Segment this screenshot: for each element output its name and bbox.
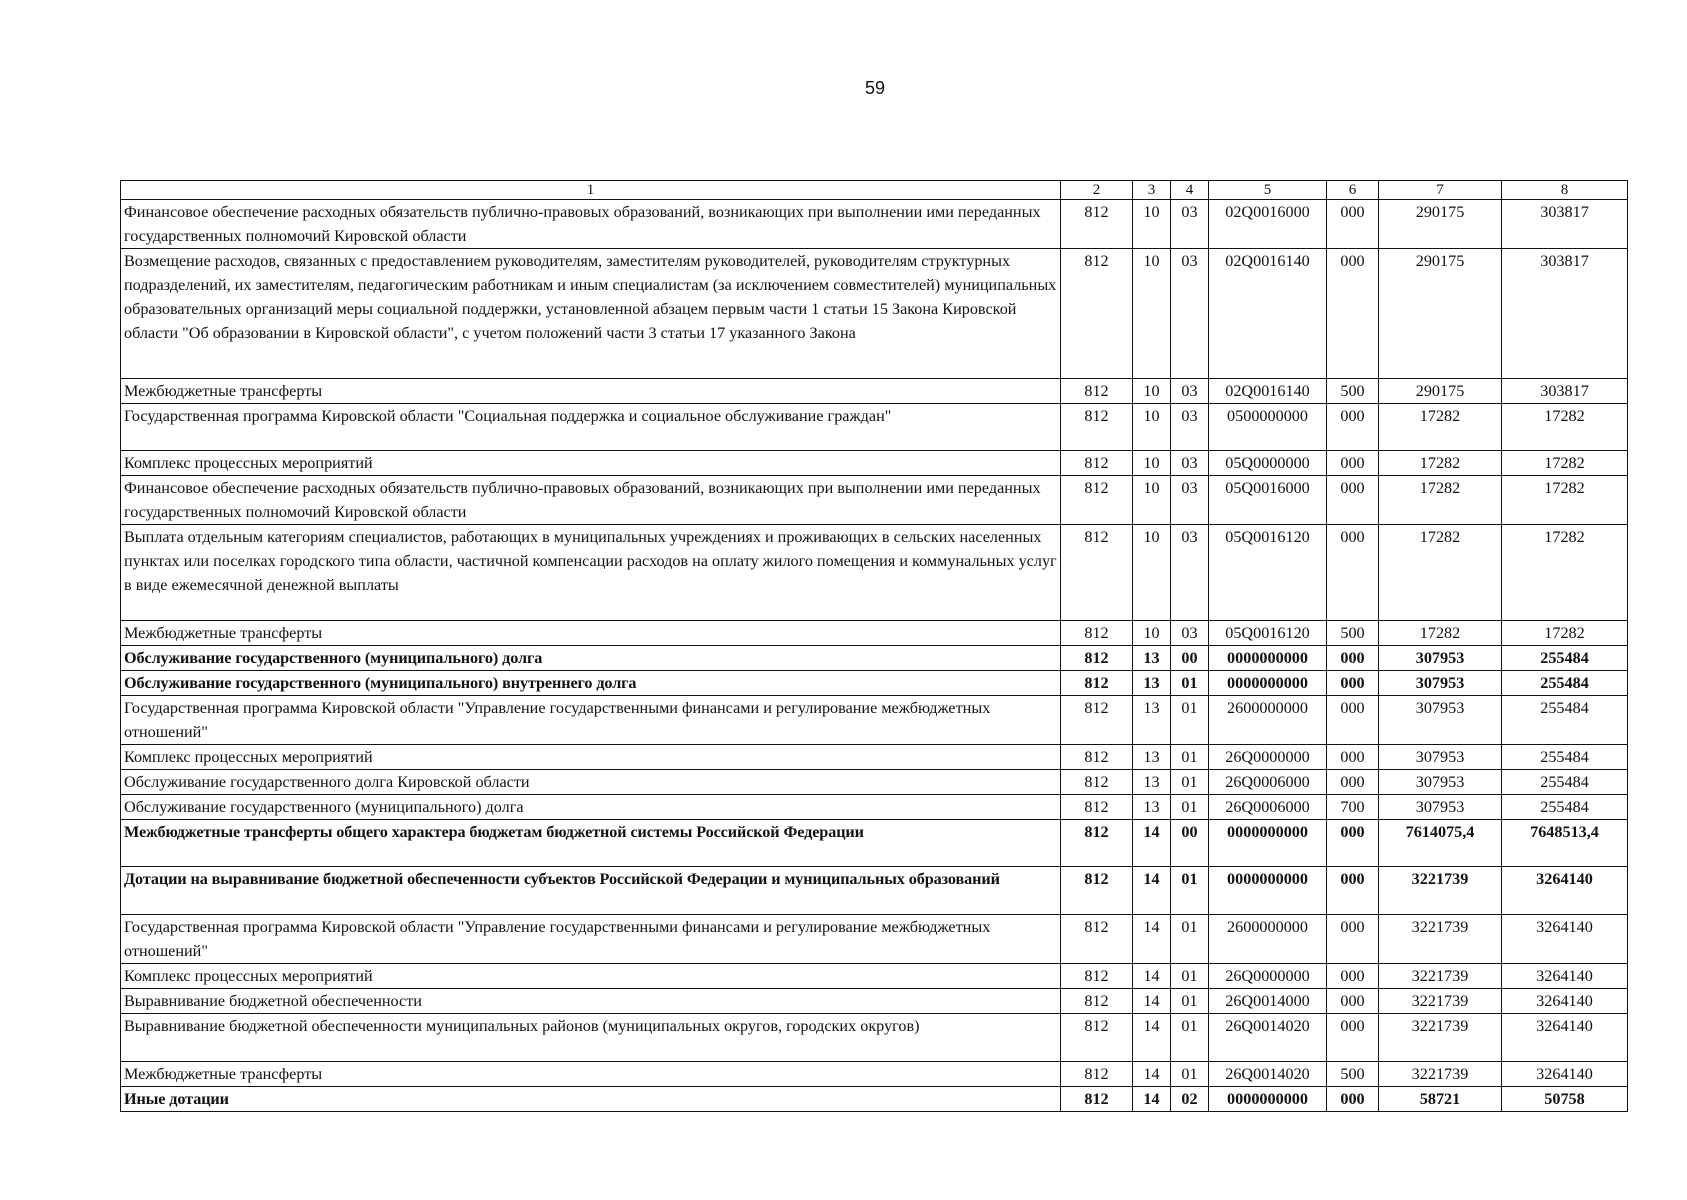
ministry-code-cell: 812 [1061,770,1133,795]
expense-type-cell: 700 [1327,795,1379,820]
table-row [121,1014,1628,1062]
table-row [121,646,1628,671]
row-name-cell: Межбюджетные трансферты [121,379,1061,404]
expense-type-cell: 000 [1327,820,1379,867]
row-name-cell: Выравнивание бюджетной обеспеченности муниципальных районов (муниципальных округов, городских округов) [121,1014,1061,1062]
ministry-code-cell: 812 [1061,249,1133,379]
amount-col8-cell: 255484 [1502,770,1628,795]
expense-type-cell: 000 [1327,964,1379,989]
subsection-code-cell: 01 [1171,915,1209,964]
amount-col7-cell: 17282 [1379,451,1502,476]
row-name-cell: Комплекс процессных мероприятий [121,745,1061,770]
table-row [121,249,1628,379]
section-code-cell: 14 [1133,989,1171,1014]
amount-col7-cell: 3221739 [1379,1014,1502,1062]
expense-type-cell: 000 [1327,1014,1379,1062]
row-name-cell: Выравнивание бюджетной обеспеченности [121,989,1061,1014]
row-name-cell: Финансовое обеспечение расходных обязательств публично-правовых образований, возникающих при выполнении ими переданных государственных полномочий Кировской области [121,200,1061,249]
ministry-code-cell: 812 [1061,671,1133,696]
section-code-cell: 14 [1133,867,1171,915]
target-article-cell: 05Q0016120 [1209,621,1327,646]
row-name-cell: Иные дотации [121,1087,1061,1112]
subsection-code-cell: 01 [1171,745,1209,770]
section-code-cell: 13 [1133,745,1171,770]
amount-col7-cell: 307953 [1379,671,1502,696]
table-row [121,476,1628,525]
expense-type-cell: 500 [1327,621,1379,646]
table-row [121,989,1628,1014]
amount-col8-cell: 3264140 [1502,1062,1628,1087]
amount-col8-cell: 17282 [1502,621,1628,646]
subsection-code-cell: 03 [1171,621,1209,646]
ministry-code-cell: 812 [1061,1062,1133,1087]
table-body [121,200,1628,1112]
amount-col7-cell: 58721 [1379,1087,1502,1112]
subsection-code-cell: 03 [1171,404,1209,451]
ministry-code-cell: 812 [1061,915,1133,964]
amount-col7-cell: 290175 [1379,200,1502,249]
expense-type-cell: 000 [1327,525,1379,621]
expense-type-cell: 000 [1327,989,1379,1014]
target-article-cell: 05Q0016120 [1209,525,1327,621]
table-row [121,451,1628,476]
budget-table [120,180,1628,1112]
expense-type-cell: 000 [1327,770,1379,795]
expense-type-cell: 000 [1327,476,1379,525]
subsection-code-cell: 03 [1171,476,1209,525]
section-code-cell: 13 [1133,696,1171,745]
amount-col7-cell: 7614075,4 [1379,820,1502,867]
header-cell: 1 [121,181,1061,200]
section-code-cell: 13 [1133,795,1171,820]
amount-col8-cell: 3264140 [1502,1014,1628,1062]
page-number: 59 [864,78,886,98]
target-article-cell: 26Q0000000 [1209,964,1327,989]
amount-col8-cell: 255484 [1502,696,1628,745]
target-article-cell: 26Q0000000 [1209,745,1327,770]
expense-type-cell: 500 [1327,1062,1379,1087]
row-name-cell: Комплекс процессных мероприятий [121,964,1061,989]
amount-col8-cell: 255484 [1502,646,1628,671]
row-name-cell: Государственная программа Кировской области "Управление государственными финансами и регулирование межбюджетных отношений" [121,696,1061,745]
expense-type-cell: 000 [1327,249,1379,379]
row-name-cell: Дотации на выравнивание бюджетной обеспеченности субъектов Российской Федерации и муниципальных образований [121,867,1061,915]
table-row [121,1062,1628,1087]
amount-col8-cell: 303817 [1502,249,1628,379]
section-code-cell: 14 [1133,820,1171,867]
subsection-code-cell: 02 [1171,1087,1209,1112]
table-row [121,200,1628,249]
amount-col7-cell: 3221739 [1379,964,1502,989]
amount-col7-cell: 17282 [1379,525,1502,621]
subsection-code-cell: 01 [1171,1062,1209,1087]
amount-col7-cell: 17282 [1379,476,1502,525]
row-name-cell: Выплата отдельным категориям специалистов, работающих в муниципальных учреждениях и проживающих в сельских населенных пунктах или поселках городского типа области, частичной компенсации расходов на оплату жилого помещения и коммунальных услуг в виде ежемесячной денежной выплаты [121,525,1061,621]
amount-col8-cell: 255484 [1502,745,1628,770]
header-cell: 2 [1061,181,1133,200]
table-row [121,915,1628,964]
section-code-cell: 14 [1133,1087,1171,1112]
header-row [121,181,1628,200]
section-code-cell: 13 [1133,671,1171,696]
subsection-code-cell: 01 [1171,1014,1209,1062]
ministry-code-cell: 812 [1061,404,1133,451]
expense-type-cell: 000 [1327,915,1379,964]
target-article-cell: 0500000000 [1209,404,1327,451]
section-code-cell: 10 [1133,200,1171,249]
subsection-code-cell: 01 [1171,964,1209,989]
ministry-code-cell: 812 [1061,867,1133,915]
amount-col8-cell: 303817 [1502,200,1628,249]
target-article-cell: 26Q0014020 [1209,1014,1327,1062]
ministry-code-cell: 812 [1061,989,1133,1014]
header-cell: 3 [1133,181,1171,200]
amount-col7-cell: 290175 [1379,249,1502,379]
section-code-cell: 14 [1133,915,1171,964]
ministry-code-cell: 812 [1061,451,1133,476]
amount-col7-cell: 307953 [1379,770,1502,795]
target-article-cell: 0000000000 [1209,646,1327,671]
amount-col8-cell: 17282 [1502,525,1628,621]
header-cell: 8 [1502,181,1628,200]
section-code-cell: 10 [1133,451,1171,476]
target-article-cell: 0000000000 [1209,820,1327,867]
table-row [121,795,1628,820]
target-article-cell: 26Q0014000 [1209,989,1327,1014]
target-article-cell: 0000000000 [1209,1087,1327,1112]
amount-col7-cell: 17282 [1379,404,1502,451]
section-code-cell: 10 [1133,525,1171,621]
subsection-code-cell: 01 [1171,795,1209,820]
header-cell: 4 [1171,181,1209,200]
ministry-code-cell: 812 [1061,646,1133,671]
target-article-cell: 2600000000 [1209,915,1327,964]
target-article-cell: 26Q0006000 [1209,770,1327,795]
amount-col7-cell: 307953 [1379,795,1502,820]
amount-col8-cell: 255484 [1502,795,1628,820]
table-row [121,696,1628,745]
table-row [121,964,1628,989]
subsection-code-cell: 01 [1171,989,1209,1014]
amount-col8-cell: 50758 [1502,1087,1628,1112]
ministry-code-cell: 812 [1061,745,1133,770]
section-code-cell: 10 [1133,621,1171,646]
ministry-code-cell: 812 [1061,200,1133,249]
row-name-cell: Межбюджетные трансферты [121,1062,1061,1087]
table-row [121,745,1628,770]
ministry-code-cell: 812 [1061,1087,1133,1112]
section-code-cell: 10 [1133,379,1171,404]
ministry-code-cell: 812 [1061,476,1133,525]
expense-type-cell: 000 [1327,867,1379,915]
amount-col8-cell: 3264140 [1502,867,1628,915]
ministry-code-cell: 812 [1061,379,1133,404]
subsection-code-cell: 00 [1171,820,1209,867]
table-row [121,671,1628,696]
subsection-code-cell: 01 [1171,867,1209,915]
ministry-code-cell: 812 [1061,525,1133,621]
section-code-cell: 14 [1133,1014,1171,1062]
row-name-cell: Обслуживание государственного (муниципального) долга [121,795,1061,820]
target-article-cell: 26Q0006000 [1209,795,1327,820]
amount-col8-cell: 3264140 [1502,915,1628,964]
subsection-code-cell: 01 [1171,671,1209,696]
ministry-code-cell: 812 [1061,1014,1133,1062]
ministry-code-cell: 812 [1061,795,1133,820]
amount-col8-cell: 17282 [1502,451,1628,476]
target-article-cell: 26Q0014020 [1209,1062,1327,1087]
table-row [121,867,1628,915]
row-name-cell: Межбюджетные трансферты общего характера бюджетам бюджетной системы Российской Федерации [121,820,1061,867]
expense-type-cell: 000 [1327,404,1379,451]
amount-col8-cell: 17282 [1502,476,1628,525]
row-name-cell: Обслуживание государственного (муниципального) долга [121,646,1061,671]
target-article-cell: 2600000000 [1209,696,1327,745]
expense-type-cell: 500 [1327,379,1379,404]
row-name-cell: Межбюджетные трансферты [121,621,1061,646]
amount-col7-cell: 3221739 [1379,915,1502,964]
expense-type-cell: 000 [1327,646,1379,671]
amount-col8-cell: 3264140 [1502,964,1628,989]
row-name-cell: Возмещение расходов, связанных с предоставлением руководителям, заместителям руководителей, руководителям структурных подразделений, их заместителям, педагогическим работникам и иным специалистам (за исключением совместителей) муниципальных образовательных организаций меры социальной поддержки, установленной абзацем первым части 1 статьи 15 Закона Кировской области "Об образовании в Кировской области", с учетом положений части 3 статьи 17 указанного Закона [121,249,1061,379]
amount-col7-cell: 307953 [1379,646,1502,671]
row-name-cell: Комплекс процессных мероприятий [121,451,1061,476]
row-name-cell: Обслуживание государственного долга Кировской области [121,770,1061,795]
target-article-cell: 02Q0016000 [1209,200,1327,249]
expense-type-cell: 000 [1327,696,1379,745]
amount-col8-cell: 7648513,4 [1502,820,1628,867]
ministry-code-cell: 812 [1061,820,1133,867]
ministry-code-cell: 812 [1061,964,1133,989]
section-code-cell: 13 [1133,770,1171,795]
section-code-cell: 13 [1133,646,1171,671]
target-article-cell: 02Q0016140 [1209,249,1327,379]
amount-col8-cell: 303817 [1502,379,1628,404]
target-article-cell: 02Q0016140 [1209,379,1327,404]
table-row [121,770,1628,795]
section-code-cell: 14 [1133,1062,1171,1087]
amount-col7-cell: 17282 [1379,621,1502,646]
section-code-cell: 10 [1133,476,1171,525]
row-name-cell: Государственная программа Кировской области "Управление государственными финансами и регулирование межбюджетных отношений" [121,915,1061,964]
subsection-code-cell: 03 [1171,451,1209,476]
expense-type-cell: 000 [1327,451,1379,476]
header-cell: 6 [1327,181,1379,200]
table-row [121,621,1628,646]
subsection-code-cell: 03 [1171,249,1209,379]
amount-col7-cell: 3221739 [1379,989,1502,1014]
section-code-cell: 10 [1133,249,1171,379]
target-article-cell: 0000000000 [1209,867,1327,915]
row-name-cell: Финансовое обеспечение расходных обязательств публично-правовых образований, возникающих при выполнении ими переданных государственных полномочий Кировской области [121,476,1061,525]
amount-col7-cell: 307953 [1379,696,1502,745]
expense-type-cell: 000 [1327,1087,1379,1112]
amount-col7-cell: 290175 [1379,379,1502,404]
header-cell: 5 [1209,181,1327,200]
header-cell: 7 [1379,181,1502,200]
target-article-cell: 05Q0016000 [1209,476,1327,525]
amount-col8-cell: 17282 [1502,404,1628,451]
row-name-cell: Обслуживание государственного (муниципального) внутреннего долга [121,671,1061,696]
expense-type-cell: 000 [1327,200,1379,249]
expense-type-cell: 000 [1327,671,1379,696]
target-article-cell: 05Q0000000 [1209,451,1327,476]
table-row [121,379,1628,404]
amount-col8-cell: 3264140 [1502,989,1628,1014]
amount-col8-cell: 255484 [1502,671,1628,696]
table-row [121,404,1628,451]
target-article-cell: 0000000000 [1209,671,1327,696]
subsection-code-cell: 01 [1171,770,1209,795]
ministry-code-cell: 812 [1061,696,1133,745]
subsection-code-cell: 03 [1171,379,1209,404]
row-name-cell: Государственная программа Кировской области "Социальная поддержка и социальное обслуживание граждан" [121,404,1061,451]
table-row [121,1087,1628,1112]
subsection-code-cell: 03 [1171,200,1209,249]
amount-col7-cell: 3221739 [1379,1062,1502,1087]
ministry-code-cell: 812 [1061,621,1133,646]
subsection-code-cell: 01 [1171,696,1209,745]
table-row [121,820,1628,867]
subsection-code-cell: 00 [1171,646,1209,671]
section-code-cell: 14 [1133,964,1171,989]
amount-col7-cell: 3221739 [1379,867,1502,915]
subsection-code-cell: 03 [1171,525,1209,621]
amount-col7-cell: 307953 [1379,745,1502,770]
expense-type-cell: 000 [1327,745,1379,770]
table-row [121,525,1628,621]
section-code-cell: 10 [1133,404,1171,451]
